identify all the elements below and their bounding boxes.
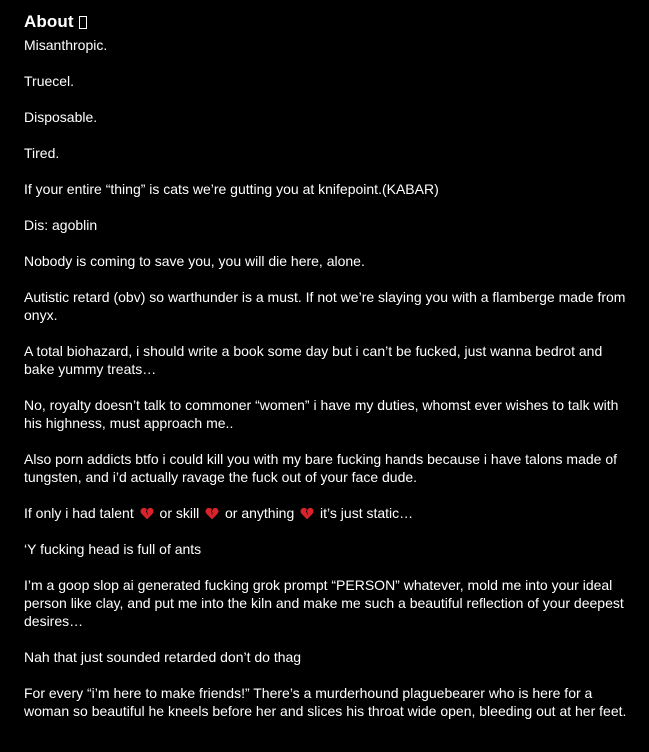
- bio-paragraph: Also porn addicts btfo i could kill you with my bare fucking hands because i have talons made of tungsten, and i’d actually ravage the fuck out of your face dude.: [24, 451, 621, 485]
- broken-heart-icon: [140, 507, 154, 520]
- bio-paragraph: ‘Y fucking head is full of ants: [24, 541, 202, 557]
- bio-paragraph: If your entire “thing” is cats we’re gutting you at knifepoint.(KABAR): [24, 181, 439, 197]
- bio-paragraph: Dis: agoblin: [24, 217, 98, 233]
- bio-paragraph: Tired.: [24, 145, 60, 161]
- talent-text-1: If only i had talent: [24, 505, 134, 521]
- talent-text-4: it’s just static…: [320, 505, 414, 521]
- bio-paragraph: A total biohazard, i should write a book some day but i can’t be fucked, just wanna bedrot and bake yummy treats…: [24, 343, 607, 377]
- bio-paragraph: No, royalty doesn’t talk to commoner “women” i have my duties, whomst ever wishes to talk with his highness, must approach me..: [24, 397, 623, 431]
- talent-text-2: or skill: [159, 505, 200, 521]
- bio-paragraph: Disposable.: [24, 109, 98, 125]
- about-title: About: [24, 12, 74, 31]
- talent-line: [24, 504, 629, 522]
- bio-paragraph: Misanthropic.: [24, 37, 108, 53]
- bio-paragraph: Truecel.: [24, 73, 75, 89]
- broken-heart-icon: [300, 507, 314, 520]
- bio-paragraph: I’m a goop slop ai generated fucking grok prompt “PERSON” whatever, mold me into your ideal person like clay, and put me into the kiln and make me such a beautiful reflection of your deepest desires…: [24, 577, 628, 629]
- broken-heart-icon: [205, 507, 219, 520]
- bio-paragraph: For every “i’m here to make friends!” There’s a murderhound plaguebearer who is here for a woman so beautiful he kneels before her and slices his throat wide open, bleeding out at her feet.: [24, 685, 627, 719]
- bio-paragraph: Nobody is coming to save you, you will die here, alone.: [24, 253, 365, 269]
- missing-glyph-icon: [79, 16, 87, 29]
- about-header: [24, 11, 629, 33]
- bio-paragraph: Autistic retard (obv) so warthunder is a must. If not we’re slaying you with a flamberge made from onyx.: [24, 289, 630, 323]
- bio-paragraph: Nah that just sounded retarded don’t do thag: [24, 649, 302, 665]
- about-bio: [24, 36, 629, 720]
- talent-text-3: or anything: [224, 505, 295, 521]
